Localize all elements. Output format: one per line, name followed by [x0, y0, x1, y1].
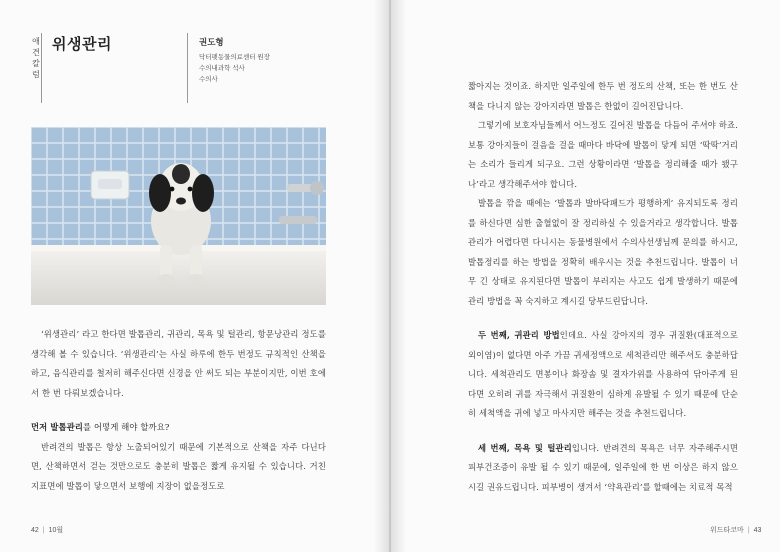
header-divider-left: [41, 33, 42, 103]
bath-care-lead: 세 번째, 목욕 및 털관리: [478, 442, 572, 453]
section-tag: 애견 칼럼: [32, 37, 40, 79]
ear-care-lead: 두 번째, 귀관리 방법: [478, 330, 560, 340]
right-page: [391, 0, 780, 552]
spine-gutter: [374, 0, 406, 552]
left-folio: [31, 525, 63, 535]
nail-trim-method-paragraph: 발톱을 깎을 때에는 ‘발톱과 발바닥패드가 평행하게’ 유지되도록 정리를 하신다면 심한 출혈없이 잘 정리하실 수 있을거라고 생각합니다. 발톱관리가 어렵다면 다니시는 동물병원에서 수의사선생님께 문의를 하시고, 발톱정리를 하는 방법을 정확히 배우시는 것을 추천드립니다. 발톱이 너무 긴 상태로 유지된다면 발톱이 부러지는 사고도 쉽게 발생하기 때문에 관리 방법을 꼭 숙지하고 계시길 당부드린답니다.: [468, 198, 738, 306]
left-body-text: [31, 325, 326, 496]
bath-care-paragraph: [468, 439, 738, 498]
left-page-number: 42: [31, 527, 39, 534]
folio-separator: |: [747, 527, 750, 534]
issue-month: 10월: [48, 527, 64, 534]
left-page: [0, 0, 389, 552]
page-title: 위생관리: [52, 36, 112, 53]
ear-care-paragraph: [468, 326, 738, 424]
bath-care-rest: 입니다. 반려견의 목욕은 너무 자주해주시면 피부건조증이 유발 될 수 있기 때문에, 일주일에 한 번 이상은 하지 않으시길 권유드립니다. 피부병이 생겨서 ‘약욕관리’를 할때에는 치료적 목적: [468, 442, 738, 492]
right-folio: [710, 525, 761, 535]
nail-care-paragraph: 반려견의 발톱은 항상 노출되어있기 때문에 기본적으로 산책을 자주 다닌다면, 산책하면서 걷는 것만으로도 충분히 발톱은 짧게 유지될 수 있습니다. 거친 지표면에 발톱이 닿으면서 보행에 지장이 없을정도로: [31, 441, 326, 491]
author-degree: 수의내과학 석사: [199, 65, 245, 72]
dog-in-bathtub-photo: [31, 127, 326, 305]
header-divider-right: [187, 33, 188, 103]
author-block: [199, 36, 270, 85]
right-body-text: [468, 77, 738, 497]
ear-care-rest: 인데요. 사실 강아지의 경우 귀질환(대표적으로 외이염)이 없다면 아주 가끔 귀세정액으로 세척관리만 해주셔도 충분하답니다. 세척관리도 면봉이나 화장솜 및 결자가위를 사용하여 닦아주게 된다면 오히려 귀를 자극해서 귀질환이 심하게 유발될 수 있기 때문에 단순히 세척액을 귀에 넣고 마사지만 해주는 것을 추천드립니다.: [468, 330, 738, 418]
intro-paragraph: ‘위생관리’ 라고 한다면 발톱관리, 귀관리, 목욕 및 털관리, 항문낭관리 정도를 생각해 볼 수 있습니다. ‘위생관리’는 사실 하루에 한두 번정도 규칙적인 산책을 하고, 음식관리를 철저히 해주신다면 신경을 안 써도 되는 부분이지만, 이번 호에서 한 번 다뤄보겠습니다.: [31, 329, 326, 398]
magazine-name: 위드타코마: [710, 527, 744, 534]
nail-care-heading-lead: 먼저 발톱관리: [31, 422, 84, 432]
nail-care-heading: [31, 418, 326, 438]
author-affiliation: 닥터펫동물의료센터 원장: [199, 54, 270, 61]
folio-separator: |: [42, 527, 45, 534]
nail-trim-timing-paragraph: 그렇기에 보호자님들께서 어느정도 길어진 발톱을 다듬어 주셔야 하죠. 보통 강아지들이 걸음을 걸을 때마다 바닥에 발톱이 닿게 되면 ‘딱딱’거리는 소리가 들리게 되구요. 그런 상황이라면 ‘발톱을 정리해줄 때가 됐구나’라고 생각해주셔야 합니다.: [468, 120, 738, 189]
nail-care-continued: 짧아지는 것이죠. 하지만 일주일에 한두 번 정도의 산책, 또는 한 번도 산책을 다니지 않는 강아지라면 발톱은 한없이 길어진답니다.: [468, 81, 738, 111]
author-name: 권도형: [199, 37, 224, 47]
nail-care-heading-rest: 를 어떻게 해야 할까요?: [83, 422, 170, 432]
author-profession: 수의사: [199, 76, 218, 83]
right-page-number: 43: [753, 527, 762, 534]
